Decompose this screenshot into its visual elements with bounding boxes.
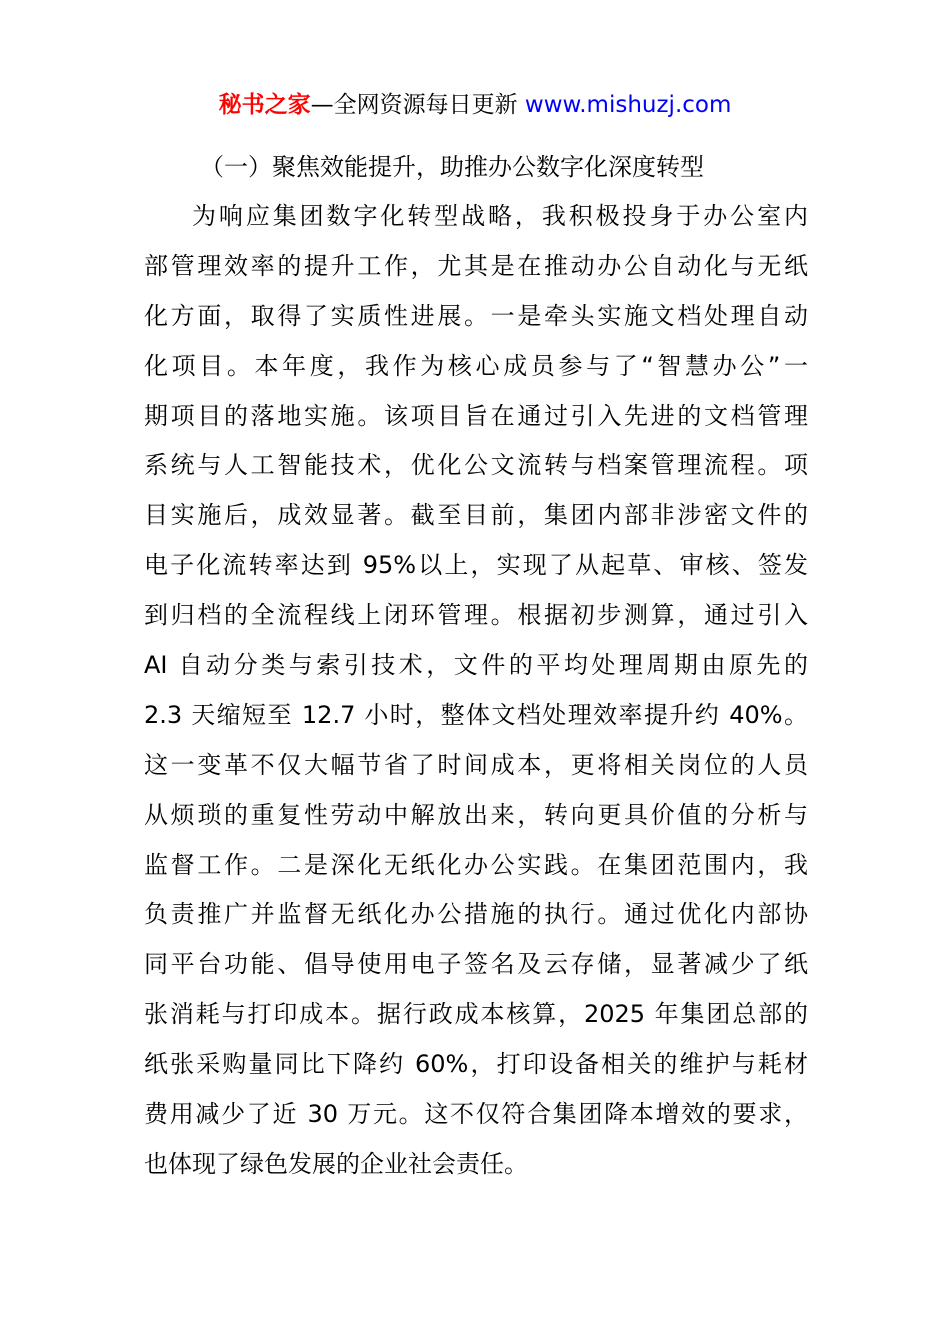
body-paragraph bbox=[144, 196, 808, 1194]
paragraph-line: 到归档的全流程线上闭环管理。根据初步测算，通过引入 bbox=[144, 601, 808, 630]
paragraph-line: 也体现了绿色发展的企业社会责任。 bbox=[144, 1149, 528, 1178]
paragraph-line: 张消耗与打印成本。据行政成本核算，2025 年集团总部的 bbox=[144, 1000, 808, 1029]
paragraph-line: 费用减少了近 30 万元。这不仅符合集团降本增效的要求， bbox=[144, 1100, 808, 1129]
paragraph-line: 同平台功能、倡导使用电子签名及云存储，显著减少了纸 bbox=[144, 950, 808, 979]
paragraph-line: 目实施后，成效显著。截至目前，集团内部非涉密文件的 bbox=[144, 501, 808, 530]
header-tagline: —全网资源每日更新 bbox=[310, 92, 518, 118]
paragraph-line: 电子化流转率达到 95%以上，实现了从起草、审核、签发 bbox=[144, 551, 808, 580]
paragraph-line: AI 自动分类与索引技术，文件的平均处理周期由原先的 bbox=[144, 651, 808, 680]
paragraph-line: 系统与人工智能技术，优化公文流转与档案管理流程。项 bbox=[144, 451, 808, 480]
paragraph-line: 为响应集团数字化转型战略，我积极投身于办公室内 bbox=[192, 202, 808, 230]
brand-name: 秘书之家 bbox=[218, 92, 311, 118]
paragraph-line: 化方面，取得了实质性进展。一是牵头实施文档处理自动 bbox=[144, 301, 808, 330]
paragraph-line: 化项目。本年度，我作为核心成员参与了“智慧办公”一 bbox=[144, 351, 808, 380]
paragraph-line: 负责推广并监督无纸化办公措施的执行。通过优化内部协 bbox=[144, 900, 808, 929]
paragraph-line: 这一变革不仅大幅节省了时间成本，更将相关岗位的人员 bbox=[144, 750, 808, 779]
site-header bbox=[0, 88, 950, 122]
paragraph-line: 2.3 天缩短至 12.7 小时，整体文档处理效率提升约 40%。 bbox=[144, 700, 808, 729]
section-title: （一）聚焦效能提升，助推办公数字化深度转型 bbox=[200, 153, 704, 181]
site-url-link[interactable]: www.mishuzj.com bbox=[524, 92, 732, 118]
paragraph-line: 部管理效率的提升工作，尤其是在推动办公自动化与无纸 bbox=[144, 251, 808, 280]
paragraph-line: 从烦琐的重复性劳动中解放出来，转向更具价值的分析与 bbox=[144, 800, 808, 829]
paragraph-line: 期项目的落地实施。该项目旨在通过引入先进的文档管理 bbox=[144, 401, 808, 430]
paragraph-line: 监督工作。二是深化无纸化办公实践。在集团范围内，我 bbox=[144, 850, 808, 879]
paragraph-line: 纸张采购量同比下降约 60%，打印设备相关的维护与耗材 bbox=[144, 1050, 808, 1079]
